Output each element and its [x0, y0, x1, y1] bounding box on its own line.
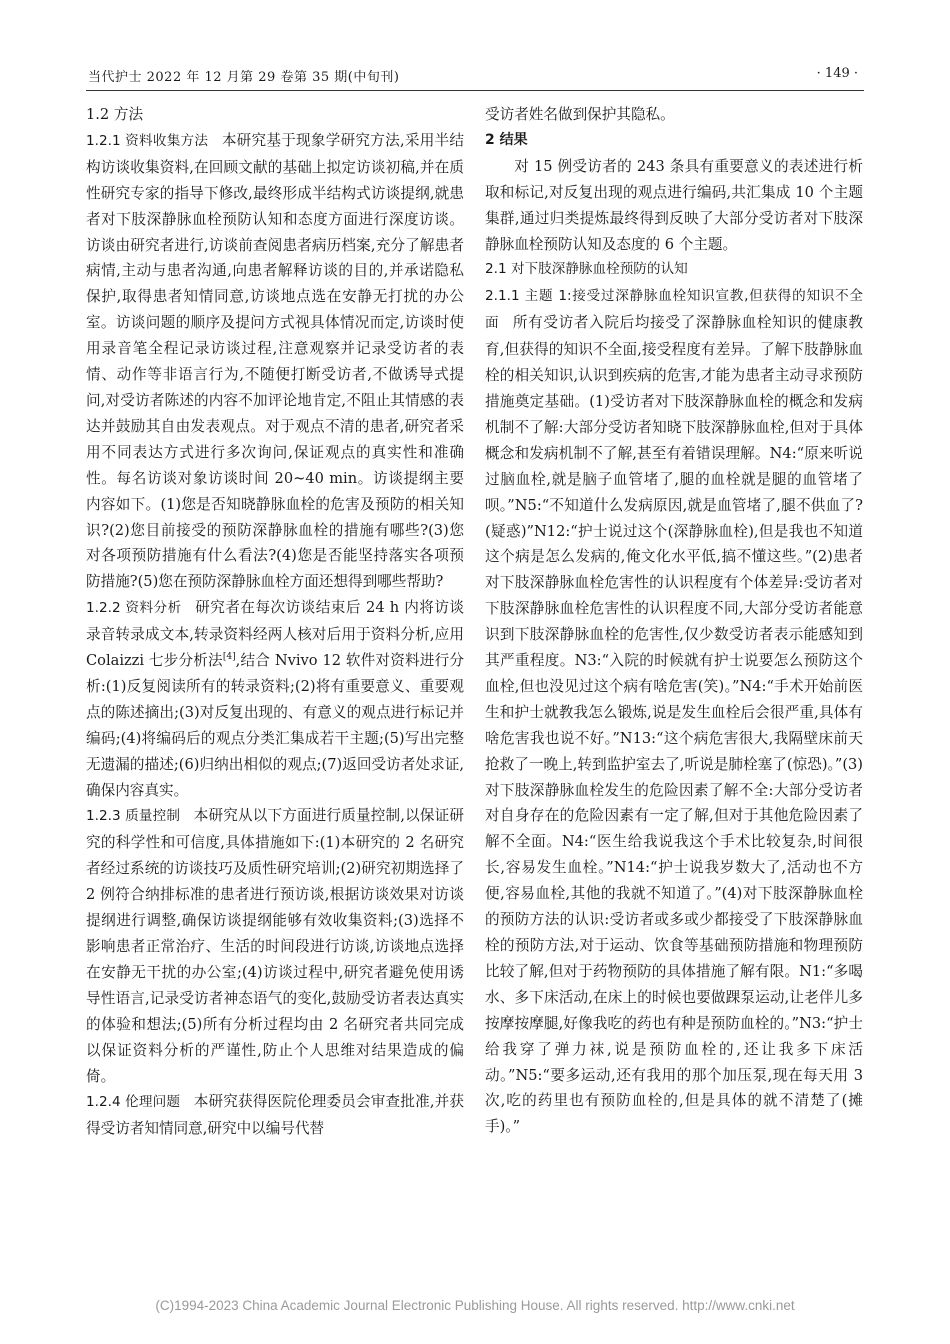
paragraph-continuation: 受访者姓名做到保护其隐私。: [485, 106, 675, 123]
paragraph-text: 本研究基于现象学研究方法,采用半结构访谈收集资料,在回顾文献的基础上拟定访谈初稿,并在质性研究专家的指导下修改,最终形成半结构式访谈提纲,就患者对下肢深静脉血栓预防认知和态度方面进行深度访谈。访谈由研究者进行,访谈前查阅患者病历档案,充分了解患者病情,主动与患者沟通,向患者解释访谈的目的,并承诺隐私保护,取得患者知情同意,访谈地点选在安静无打扰的办公室。访谈问题的顺序及提问方式视具体情况而定,访谈时使用录音笔全程记录访谈过程,注意观察并记录受访者的表情、动作等非语言行为,不随便打断受访者,不做诱导式提问,对受访者陈述的内容不加评论地肯定,不阻止其情感的表达并鼓励其自由发表观点。对于观点不清的患者,研究者采用不同表达方式进行多次询问,保证观点的真实性和准确性。每名访谈对象访谈时间 20~40 min。访谈提纲主要内容如下。(1)您是否知晓静脉血栓的危害及预防的相关知识?(2)您目前接受的预防深静脉血栓的措施有哪些?(3)您对各项预防措施有什么看法?(4)您是否能坚持落实各项预防措施?(5)您在预防深静脉血栓方面还想得到哪些帮助?: [86, 131, 464, 591]
subsection-heading-1-2-4: 1.2.4 伦理问题: [86, 1094, 181, 1111]
copyright-footer: (C)1994-2023 China Academic Journal Electronic Publishing House. All rights reserved. http://www.cnki.net: [155, 1298, 795, 1313]
right-column: [485, 102, 863, 1140]
subsection-heading-1-2-1: 1.2.1 资料收集方法: [86, 132, 209, 149]
paragraph-2-1-1: [485, 283, 863, 1140]
paragraph-text: 本研究从以下方面进行质量控制,以保证研究的科学性和可信度,具体措施如下:(1)本研究的 2 名研究者经过系统的访谈技巧及质性研究培训;(2)研究初期选择了 2 例符合纳排标准的患者进行预访谈,根据访谈效果对访谈提纲进行调整,确保访谈提纲能够有效收集资料;(3)选择不影响患者正常治疗、生活的时间段进行访谈,访谈地点选择在安静无干扰的办公室;(4)访谈过程中,研究者避免使用诱导性语言,记录受访者神态语气的变化,鼓励受访者表达真实的体验和想法;(5)所有分析过程均由 2 名研究者共同完成以保证资料分析的严谨性,防止个人思维对结果造成的偏倚。: [86, 807, 464, 1085]
paragraph-1-2-1: [86, 128, 464, 595]
section-heading-2: 2 结果: [485, 131, 528, 148]
subsection-heading-1-2-3: 1.2.3 质量控制: [86, 808, 181, 825]
journal-citation: 当代护士 2022 年 12 月第 29 卷第 35 期(中旬刊): [88, 70, 400, 85]
paragraph-1-2-3: [86, 803, 464, 1089]
paragraph-text: 所有受访者入院后均接受了深静脉血栓知识的健康教育,但获得的知识不全面,接受程度有差异。了解下肢静脉血栓的相关知识,认识到疾病的危害,才能为患者主动寻求预防措施奠定基础。(1)受访者对下肢深静脉血栓的概念和发病机制不了解:大部分受访者知晓下肢深静脉血栓,但对于具体概念和发病机制不了解,甚至有着错误理解。N4:“原来听说过脑血栓,就是脑子血管堵了,腿的血栓就是腿的血管堵了呗。”N5:“不知道什么发病原因,就是血管堵了,腿不供血了?(疑惑)”N12:“护士说过这个(深静脉血栓),但是我也不知道这个病是怎么发病的,俺文化水平低,搞不懂这些。”(2)患者对下肢深静脉血栓危害性的认识程度有个体差异:受访者对下肢深静脉血栓危害性的认识程度不同,大部分受访者能意识到下肢深静脉血栓的危害性,仅少数受访者表示能感知到其严重程度。N3:“入院的时候就有护士说要怎么预防这个血栓,但也没见过这个病有啥危害(笑)。”N4:“手术开始前医生和护士就教我怎么锻炼,说是发生血栓后会很严重,具体有啥危害我也说不好。”N13:“这个病危害很大,我隔壁床前天抢救了一晚上,转到监护室去了,听说是肺栓塞了(惊恐)。”(3)对下肢深静脉血栓发生的危险因素了解不全:大部分受访者对自身存在的危险因素有一定了解,但对于其他危险因素了解不全面。N4:“医生给我说我这个手术比较复杂,时间很长,容易发生血栓。”N14:“护士说我岁数大了,活动也不方便,容易血栓,其他的我就不知道了。”(4)对下肢深静脉血栓的预防方法的认识:受访者或多或少都接受了下肢深静脉血栓的预防方法,对于运动、饮食等基础预防措施和物理预防比较了解,但对于药物预防的具体措施了解有限。N1:“多喝水、多下床活动,在床上的时候也要做踝泵运动,让老伴儿多按摩按摩腿,好像我吃的药也有种是预防血栓的。”N3:“护士给我穿了弹力袜,说是预防血栓的,还让我多下床活动。”N5:“要多运动,还有我用的那个加压泵,现在每天用 3 次,吃的药里也有预防血栓的,但是具体的就不清楚了(摊手)。”: [485, 314, 864, 1136]
paragraph-text: 本研究获得医院伦理委员会审查批准,并获得受访者知情同意,研究中以编号代替: [86, 1093, 464, 1138]
running-header: [86, 60, 864, 91]
paragraph-text: 研究者在每次访谈结束后 24 h 内将访谈录音转录成文本,转录资料经两人核对后用于资料分析,应用 Colaizzi 七步分析法: [86, 599, 464, 670]
paragraph-1-2-2: [86, 595, 464, 803]
paragraph-text: ,结合 Nvivo 12 软件对资料进行分析:(1)反复阅读所有的转录资料;(2)将有重要意义、重要观点的陈述摘出;(3)对反复出现的、有意义的观点进行标记并编码;(4)将编码后的观点分类汇集成若干主题;(5)写出完整无遗漏的描述;(6)归纳出相似的观点;(7)返回受访者处求证,确保内容真实。: [86, 652, 464, 799]
subsection-heading-2-1-1: 2.1.1 主题 1:接受过深静脉血栓知识宣教,但获得的知识不全面: [485, 288, 863, 332]
citation-ref[interactable]: [4]: [222, 652, 236, 663]
paragraph-results-intro: 对 15 例受访者的 243 条具有重要意义的表述进行析取和标记,对反复出现的观点进行编码,共汇集成 10 个主题集群,通过归类提炼最终得到反映了大部分受访者对下肢深静脉血栓预防认知及态度的 6 个主题。: [485, 157, 863, 253]
page-number: · 149 ·: [816, 66, 858, 81]
subsection-heading-1-2-2: 1.2.2 资料分析: [86, 600, 182, 617]
left-column: [86, 102, 464, 1142]
paragraph-1-2-4: [86, 1089, 464, 1142]
section-heading-1-2: 1.2 方法: [86, 106, 144, 123]
section-heading-2-1: 2.1 对下肢深静脉血栓预防的认知: [485, 261, 688, 278]
